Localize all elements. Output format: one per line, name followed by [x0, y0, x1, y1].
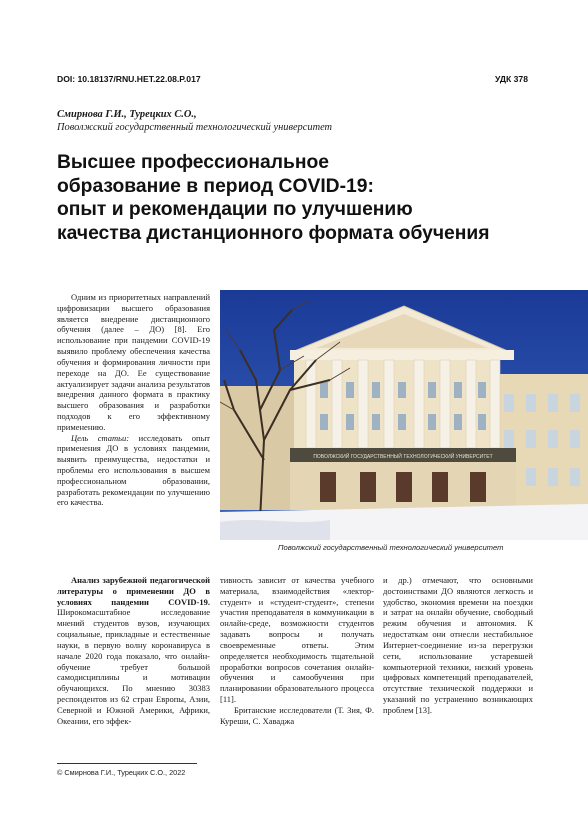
- body-column-1-lower: [57, 575, 210, 726]
- authors-block: [57, 109, 537, 134]
- university-photo: [220, 290, 588, 540]
- article-title: [57, 151, 557, 245]
- goal-text: исследовать опыт применения ДО в условиях пандемии, выявить преимущества, недостатки и проблемы его использования в высшем профессиональном образовании, разработать рекомендации по улучшению его качества.: [57, 432, 210, 508]
- col2-paragraph-2: Британские исследователи (Т. Зия, Ф. Куреши, С. Хаваджа: [220, 704, 374, 726]
- col2-paragraph: тивность зависит от качества учебного материала, взаимодействия «лектор-студент» и «студент-студент», степени участия преподавателя в коммуникации в онлайн-среде, возможности студентов задавать вопросы и получать своевременные ответы. Этим определяется необходимость тщательной проработки вопросов сочетания онлайн-обучения и самообучения при планировании образовательного процесса [11].: [220, 575, 374, 704]
- title-line: качества дистанционного формата обучения: [57, 222, 490, 244]
- analysis-heading: Анализ зарубежной педагогической литературы о применении ДО в условиях пандемии COVID-19.: [57, 575, 210, 607]
- author-names: Смирнова Г.И., Турецких С.О.,: [57, 109, 197, 120]
- university-building-image: [220, 290, 588, 540]
- body-column-3: [383, 575, 533, 716]
- analysis-text: Широкомасштабное исследование мнений студентов вузов, изучающих социальные, прикладные и естественные науки, в первую волну коронавируса в начале 2020 года показало, что онлайн-обучение требует большой самодисциплины и мотивации обучающихся. По мнению 30383 респондентов из 62 стран Европы, Азии, Северной и Южной Америки, Африки, Океании, его эффек-: [57, 607, 210, 726]
- doi-label: DOI: 10.18137/RNU.HET.22.08.P.017: [57, 74, 201, 84]
- udk-label: УДК 378: [494, 74, 528, 84]
- author-affiliation: Поволжский государственный технологический университет: [57, 121, 333, 133]
- intro-paragraph: Одним из приоритетных направлений цифровизации высшего образования является внедрение дистанционного обучения (далее – ДО) [8]. Его использование при пандемии COVID-19 выявило проблему обеспечения качества обучения и формирования личности при переходе на ДО. Ее существование актуализирует задачи анализа результатов внедрения данного формата в практику высшего образования и разработки подходов к его эффективному применению.: [57, 292, 210, 432]
- title-line: образование в период COVID-19:: [57, 175, 374, 197]
- title-line: опыт и рекомендации по улучшению: [57, 199, 413, 221]
- title-line: Высшее профессиональное: [57, 152, 329, 173]
- goal-paragraph: [57, 433, 210, 509]
- analysis-paragraph: [57, 575, 210, 726]
- col3-paragraph: и др.) отмечают, что основными достоинствами ДО являются легкость и удобство, экономия времени на поездки и затрат на онлайн обучение, свободный режим обучения и автономия. К недостаткам они отнесли нестабильное Интернет-соединение из-за перегрузки сети, использование устаревшей компьютерной техники, низкий уровень цифровых компетенций преподавателей, отсутствие технической поддержки и указаний по устранению возникающих проблем [13].: [383, 575, 533, 715]
- sign-text: ПОВОЛЖСКИЙ ГОСУДАРСТВЕННЫЙ ТЕХНОЛОГИЧЕСКИЙ УНИВЕРСИТЕТ: [313, 454, 493, 460]
- photo-caption: Поволжский государственный технологический университет: [278, 543, 504, 552]
- body-column-2: [220, 575, 374, 726]
- copyright: © Смирнова Г.И., Турецких С.О., 2022: [57, 768, 186, 777]
- goal-label: Цель статьи:: [71, 432, 130, 443]
- footer-rule: [57, 763, 197, 764]
- entablature: [290, 350, 514, 360]
- body-column-1: [57, 292, 210, 508]
